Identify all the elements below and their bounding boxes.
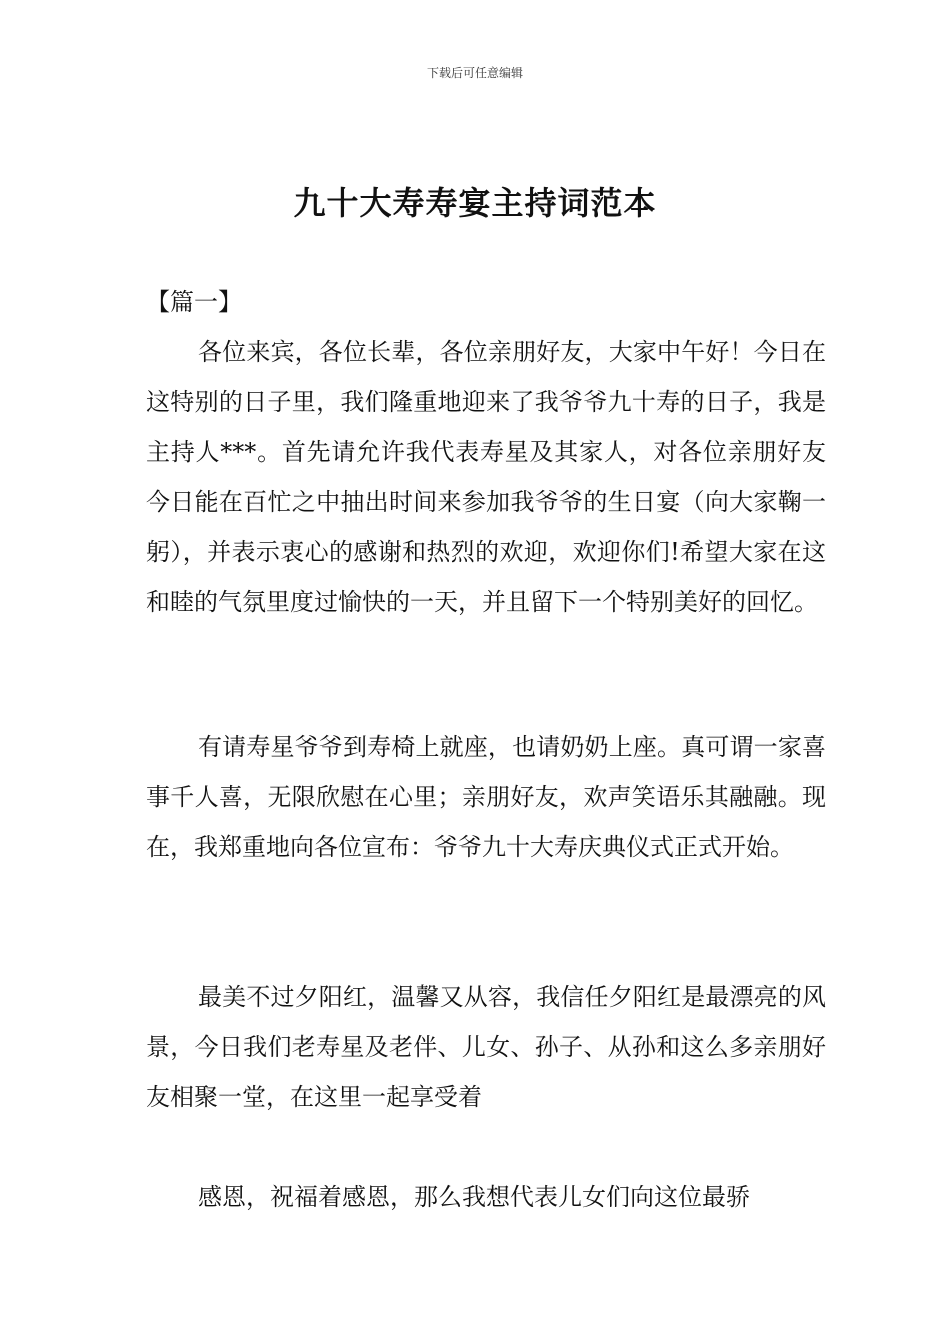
paragraph-3: 最美不过夕阳红，温馨又从容，我信任夕阳红是最漂亮的风景，今日我们老寿星及老伴、儿女、孙子、从孙和这么多亲朋好友相聚一堂，在这里一起享受着 (146, 983, 826, 1111)
paragraph-2: 有请寿星爷爷到寿椅上就座，也请奶奶上座。真可谓一家喜事千人喜，无限欣慰在心里；亲朋好友，欢声笑语乐其融融。现在，我郑重地向各位宣布：爷爷九十大寿庆典仪式正式开始。 (146, 733, 826, 861)
paragraph-4: 感恩，祝福着感恩，那么我想代表儿女们向这位最骄 (198, 1183, 750, 1211)
paragraph-1: 各位来宾，各位长辈，各位亲朋好友，大家中午好！今日在这特别的日子里，我们隆重地迎来了我爷爷九十寿的日子，我是主持人***。首先请允许我代表寿星及其家人，对各位亲朋好友今日能在百忙之中抽出时间来参加我爷爷的生日宴（向大家鞠一躬），并表示衷心的感谢和热烈的欢迎，欢迎你们!希望大家在这和睦的气氛里度过愉快的一天，并且留下一个特别美好的回忆。 (146, 338, 826, 616)
section-label: 【篇一】 (146, 288, 242, 316)
document-title: 九十大寿寿宴主持词范本 (293, 184, 657, 222)
header-note: 下载后可任意编辑 (426, 66, 523, 80)
